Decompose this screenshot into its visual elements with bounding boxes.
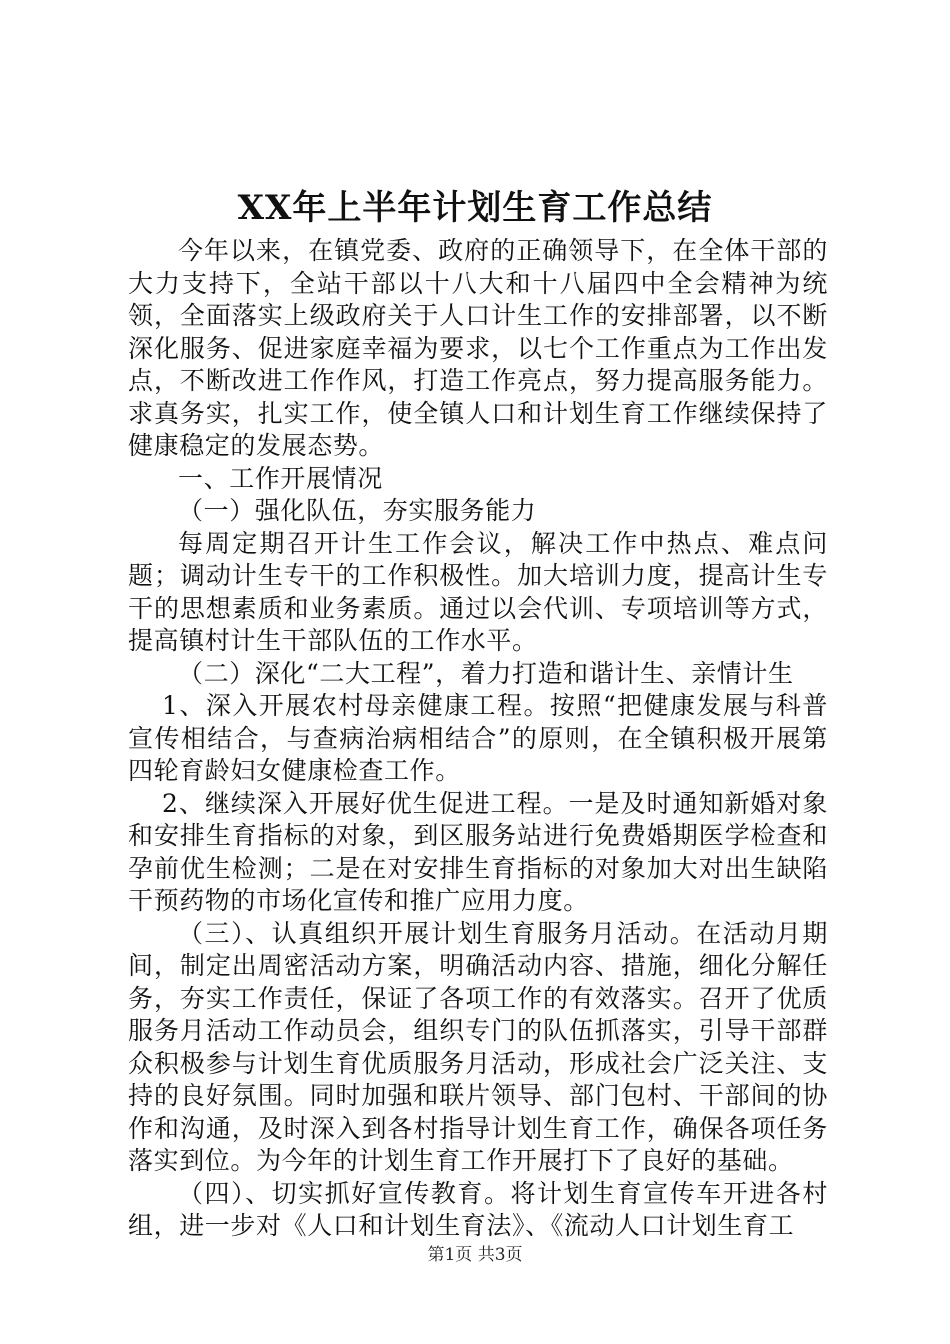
- paragraph-team: 每周定期召开计生工作会议，解决工作中热点、难点问题；调动计生专干的工作积极性。加大培训力度，提高计生专干的思想素质和业务素质。通过以会代训、专项培训等方式，提高镇村计生干部队伍的工作水平。: [128, 528, 828, 655]
- intro-paragraph: 今年以来，在镇党委、政府的正确领导下，在全体干部的大力支持下，全站干部以十八大和十八届四中全会精神为统领，全面落实上级政府关于人口计生工作的安排部署，以不断深化服务、促进家庭幸福为要求，以七个工作重点为工作出发点，不断改进工作作风，打造工作亮点，努力提高服务能力。求真务实，扎实工作，使全镇人口和计划生育工作继续保持了健康稳定的发展态势。: [128, 236, 828, 460]
- paragraph-mother-health: 1、深入开展农村母亲健康工程。按照“把健康发展与科普宣传相结合，与查病治病相结合”的原则，在全镇积极开展第四轮育龄妇女健康检查工作。: [128, 691, 828, 785]
- section-heading-1: 一、工作开展情况: [178, 463, 383, 493]
- paragraph-service-month: （三）、认真组织开展计划生育服务月活动。在活动月期间，制定出周密活动方案，明确活动内容、措施，细化分解任务，夯实工作责任，保证了各项工作的有效落实。召开了优质服务月活动工作动员会，组织专门的队伍抓落实，引导干部群众积极参与计划生育优质服务月活动，形成社会广泛关注、支持的良好氛围。同时加强和联片领导、部门包村、干部间的协作和沟通，及时深入到各村指导计划生育工作，确保各项任务落实到位。为今年的计划生育工作开展打下了良好的基础。: [128, 918, 828, 1175]
- paragraph-eugenics: 2、继续深入开展好优生促进工程。一是及时通知新婚对象和安排生育指标的对象，到区服务站进行免费婚期医学检查和孕前优生检测；二是在对安排生育指标的对象加大对出生缺陷干预药物的市场化宣传和推广应用力度。: [128, 788, 828, 915]
- paragraph-publicity: （四）、切实抓好宣传教育。将计划生育宣传车开进各村组，进一步对《人口和计划生育法》、《流动人口计划生育工: [128, 1178, 828, 1240]
- document-body: [128, 235, 828, 1243]
- document-title: XX年上半年计划生育工作总结: [237, 188, 713, 228]
- page-footer: 第1页 共3页: [427, 1245, 523, 1265]
- subsection-heading-1: （一）强化队伍，夯实服务能力: [178, 496, 537, 525]
- subsection-heading-2: （二）深化“二大工程”，着力打造和谐计生、亲情计生: [178, 658, 794, 688]
